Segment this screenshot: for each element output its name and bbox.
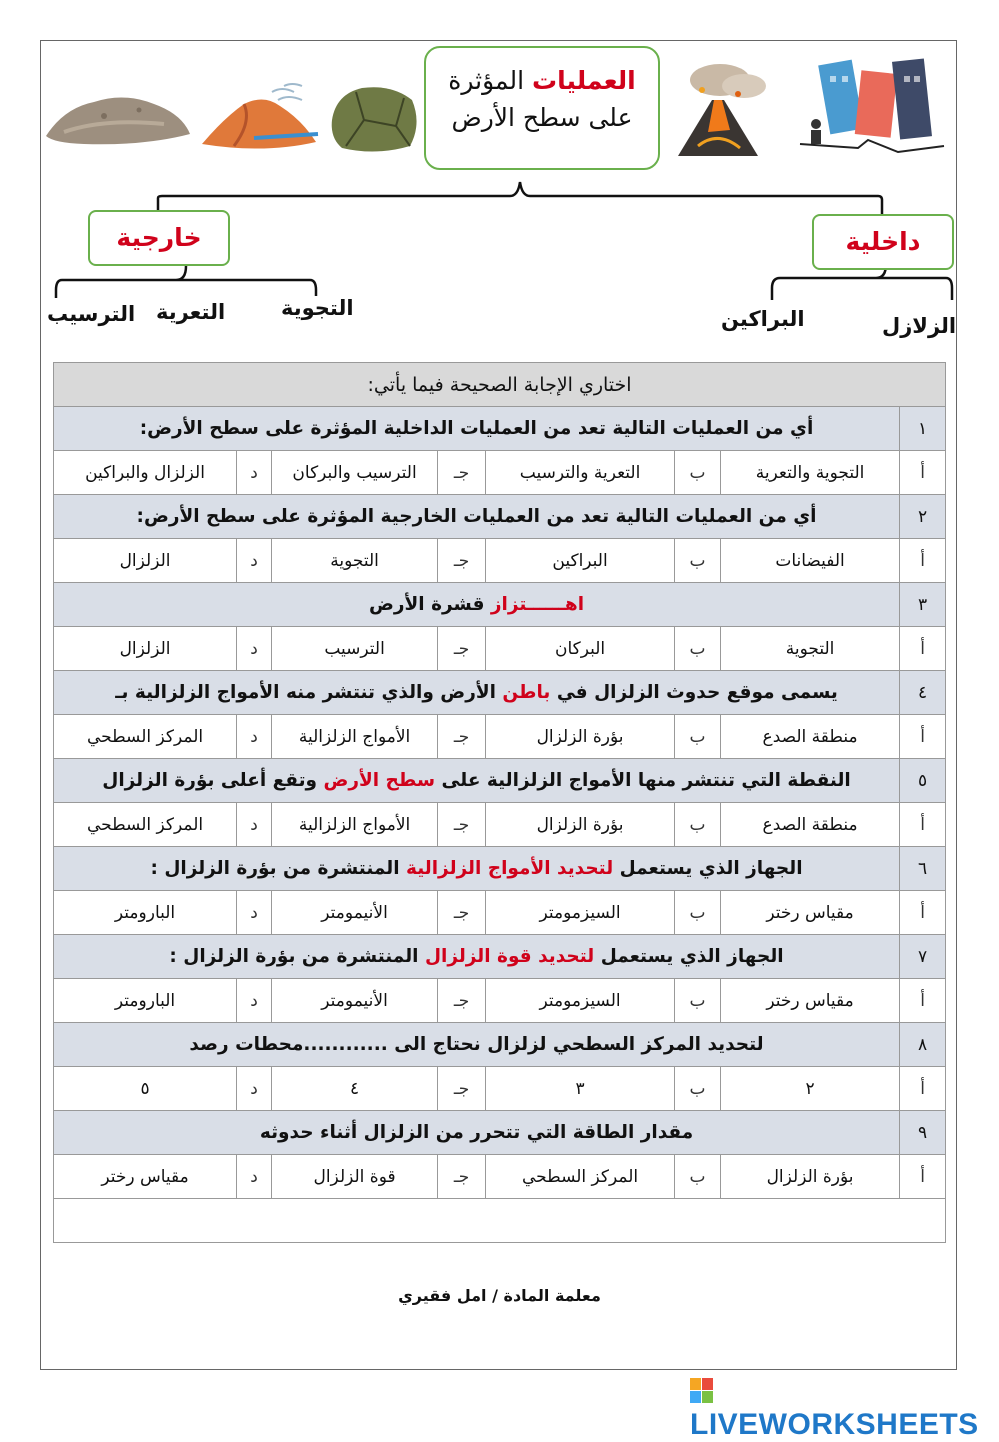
option-letter-c: جـ bbox=[438, 627, 486, 671]
option-d[interactable]: ٥ bbox=[54, 1067, 237, 1111]
question-number: ٤ bbox=[900, 671, 946, 715]
option-c[interactable]: الأمواج الزلزالية bbox=[272, 803, 438, 847]
option-b[interactable]: البركان bbox=[486, 627, 675, 671]
question-text bbox=[54, 935, 900, 979]
option-a[interactable]: التجوية والتعرية bbox=[721, 451, 900, 495]
option-c[interactable]: الأنيمومتر bbox=[272, 891, 438, 935]
question-highlight: لتحديد الأمواج الزلزالية bbox=[406, 858, 614, 879]
question-highlight: لتحديد قوة الزلزال bbox=[424, 946, 595, 967]
external-processes-box: خارجية bbox=[88, 210, 230, 266]
label-deposition: الترسيب bbox=[47, 302, 136, 326]
option-letter-d: د bbox=[237, 451, 272, 495]
hierarchy-connectors bbox=[0, 0, 999, 330]
option-b[interactable]: بؤرة الزلزال bbox=[486, 715, 675, 759]
question-text: أي من العمليات التالية تعد من العمليات الخارجية المؤثرة على سطح الأرض: bbox=[54, 495, 900, 539]
question-highlight: باطن bbox=[502, 682, 551, 703]
question-text-start: النقطة التي تنتشر منها الأمواج الزلزالية على bbox=[435, 770, 851, 791]
question-text-rest: قشرة الأرض bbox=[368, 594, 491, 615]
option-letter-b: ب bbox=[675, 1155, 721, 1199]
option-letter-c: جـ bbox=[438, 1067, 486, 1111]
question-number: ١ bbox=[900, 407, 946, 451]
option-c[interactable]: الترسيب والبركان bbox=[272, 451, 438, 495]
question-text: أي من العمليات التالية تعد من العمليات الداخلية المؤثرة على سطح الأرض: bbox=[54, 407, 900, 451]
option-letter-d: د bbox=[237, 1155, 272, 1199]
option-d[interactable]: الزلزال والبراكين bbox=[54, 451, 237, 495]
option-a[interactable]: منطقة الصدع bbox=[721, 715, 900, 759]
teacher-signature: معلمة المادة / امل فقيري bbox=[398, 1286, 601, 1305]
option-letter-a: أ bbox=[900, 1067, 946, 1111]
option-letter-b: ب bbox=[675, 803, 721, 847]
option-c[interactable]: الترسيب bbox=[272, 627, 438, 671]
option-c[interactable]: الأنيمومتر bbox=[272, 979, 438, 1023]
question-text-start: الجهاز الذي يستعمل bbox=[594, 946, 784, 967]
liveworksheets-brand bbox=[690, 1374, 999, 1442]
question-number: ٩ bbox=[900, 1111, 946, 1155]
blank-row bbox=[54, 1199, 946, 1243]
question-text: مقدار الطاقة التي تتحرر من الزلزال أثناء حدوثه bbox=[54, 1111, 900, 1155]
option-b[interactable]: السيزمومتر bbox=[486, 979, 675, 1023]
option-letter-d: د bbox=[237, 891, 272, 935]
option-letter-a: أ bbox=[900, 803, 946, 847]
option-a[interactable]: ٢ bbox=[721, 1067, 900, 1111]
option-b[interactable]: البراكين bbox=[486, 539, 675, 583]
option-b[interactable]: التعرية والترسيب bbox=[486, 451, 675, 495]
question-number: ٦ bbox=[900, 847, 946, 891]
liveworksheets-logo-icon bbox=[690, 1378, 714, 1404]
option-d[interactable]: الزلزال bbox=[54, 539, 237, 583]
option-a[interactable]: بؤرة الزلزال bbox=[721, 1155, 900, 1199]
question-text-end: وتقع أعلى بؤرة الزلزال bbox=[102, 770, 324, 791]
option-d[interactable]: المركز السطحي bbox=[54, 715, 237, 759]
label-earthquakes: الزلازل bbox=[882, 314, 957, 338]
option-letter-b: ب bbox=[675, 979, 721, 1023]
question-text: لتحديد المركز السطحي لزلزال نحتاج الى ............محطات رصد bbox=[54, 1023, 900, 1067]
option-letter-a: أ bbox=[900, 891, 946, 935]
option-letter-d: د bbox=[237, 539, 272, 583]
title-rest: المؤثرة bbox=[448, 66, 532, 95]
option-letter-c: جـ bbox=[438, 451, 486, 495]
title-red-word: العمليات bbox=[531, 66, 636, 95]
label-volcanoes: البراكين bbox=[721, 307, 805, 331]
question-number: ٧ bbox=[900, 935, 946, 979]
option-letter-a: أ bbox=[900, 715, 946, 759]
option-letter-d: د bbox=[237, 1067, 272, 1111]
option-letter-b: ب bbox=[675, 539, 721, 583]
liveworksheets-text: LIVEWORKSHEETS bbox=[690, 1408, 979, 1441]
question-text bbox=[54, 847, 900, 891]
question-text bbox=[54, 671, 900, 715]
option-letter-a: أ bbox=[900, 1155, 946, 1199]
option-letter-a: أ bbox=[900, 539, 946, 583]
option-b[interactable]: المركز السطحي bbox=[486, 1155, 675, 1199]
question-text-start: يسمى موقع حدوث الزلزال في bbox=[550, 682, 838, 703]
option-b[interactable]: بؤرة الزلزال bbox=[486, 803, 675, 847]
question-highlight: اهــــــتزاز bbox=[490, 594, 585, 615]
option-c[interactable]: ٤ bbox=[272, 1067, 438, 1111]
option-b[interactable]: السيزمومتر bbox=[486, 891, 675, 935]
question-text-end: المنتشرة من بؤرة الزلزال : bbox=[150, 858, 406, 879]
option-letter-c: جـ bbox=[438, 715, 486, 759]
option-letter-b: ب bbox=[675, 627, 721, 671]
instruction-text: اختاري الإجابة الصحيحة فيما يأتي: bbox=[54, 363, 946, 407]
label-erosion: التعرية bbox=[156, 300, 226, 324]
label-weathering: التجوية bbox=[281, 296, 354, 320]
option-letter-c: جـ bbox=[438, 891, 486, 935]
option-letter-c: جـ bbox=[438, 539, 486, 583]
question-highlight: سطح الأرض bbox=[323, 770, 436, 791]
question-text-end: الأرض والذي تنتشر منه الأمواج الزلزالية بـ bbox=[115, 682, 503, 703]
question-text-start: الجهاز الذي يستعمل bbox=[613, 858, 803, 879]
option-d[interactable]: البارومتر bbox=[54, 891, 237, 935]
question-text-end: المنتشرة من بؤرة الزلزال : bbox=[169, 946, 425, 967]
option-letter-c: جـ bbox=[438, 803, 486, 847]
option-c[interactable]: قوة الزلزال bbox=[272, 1155, 438, 1199]
option-letter-d: د bbox=[237, 979, 272, 1023]
option-letter-c: جـ bbox=[438, 1155, 486, 1199]
question-text bbox=[54, 583, 900, 627]
question-number: ٢ bbox=[900, 495, 946, 539]
option-letter-d: د bbox=[237, 803, 272, 847]
option-b[interactable]: ٣ bbox=[486, 1067, 675, 1111]
option-d[interactable]: الزلزال bbox=[54, 627, 237, 671]
option-letter-c: جـ bbox=[438, 979, 486, 1023]
option-a[interactable]: التجوية bbox=[721, 627, 900, 671]
title-line2: على سطح الأرض bbox=[451, 103, 633, 132]
question-text bbox=[54, 759, 900, 803]
option-a[interactable]: مقياس رختر bbox=[721, 979, 900, 1023]
option-letter-d: د bbox=[237, 715, 272, 759]
option-letter-a: أ bbox=[900, 979, 946, 1023]
option-d[interactable]: المركز السطحي bbox=[54, 803, 237, 847]
option-c[interactable]: الأمواج الزلزالية bbox=[272, 715, 438, 759]
option-letter-a: أ bbox=[900, 627, 946, 671]
option-letter-b: ب bbox=[675, 451, 721, 495]
question-number: ٣ bbox=[900, 583, 946, 627]
option-letter-d: د bbox=[237, 627, 272, 671]
option-a[interactable]: الفيضانات bbox=[721, 539, 900, 583]
option-letter-b: ب bbox=[675, 891, 721, 935]
questions-table bbox=[53, 362, 946, 1243]
question-number: ٥ bbox=[900, 759, 946, 803]
option-c[interactable]: التجوية bbox=[272, 539, 438, 583]
option-letter-b: ب bbox=[675, 715, 721, 759]
option-a[interactable]: مقياس رختر bbox=[721, 891, 900, 935]
option-d[interactable]: مقياس رختر bbox=[54, 1155, 237, 1199]
option-letter-b: ب bbox=[675, 1067, 721, 1111]
option-a[interactable]: منطقة الصدع bbox=[721, 803, 900, 847]
option-letter-a: أ bbox=[900, 451, 946, 495]
option-d[interactable]: البارومتر bbox=[54, 979, 237, 1023]
internal-processes-box: داخلية bbox=[812, 214, 954, 270]
question-number: ٨ bbox=[900, 1023, 946, 1067]
